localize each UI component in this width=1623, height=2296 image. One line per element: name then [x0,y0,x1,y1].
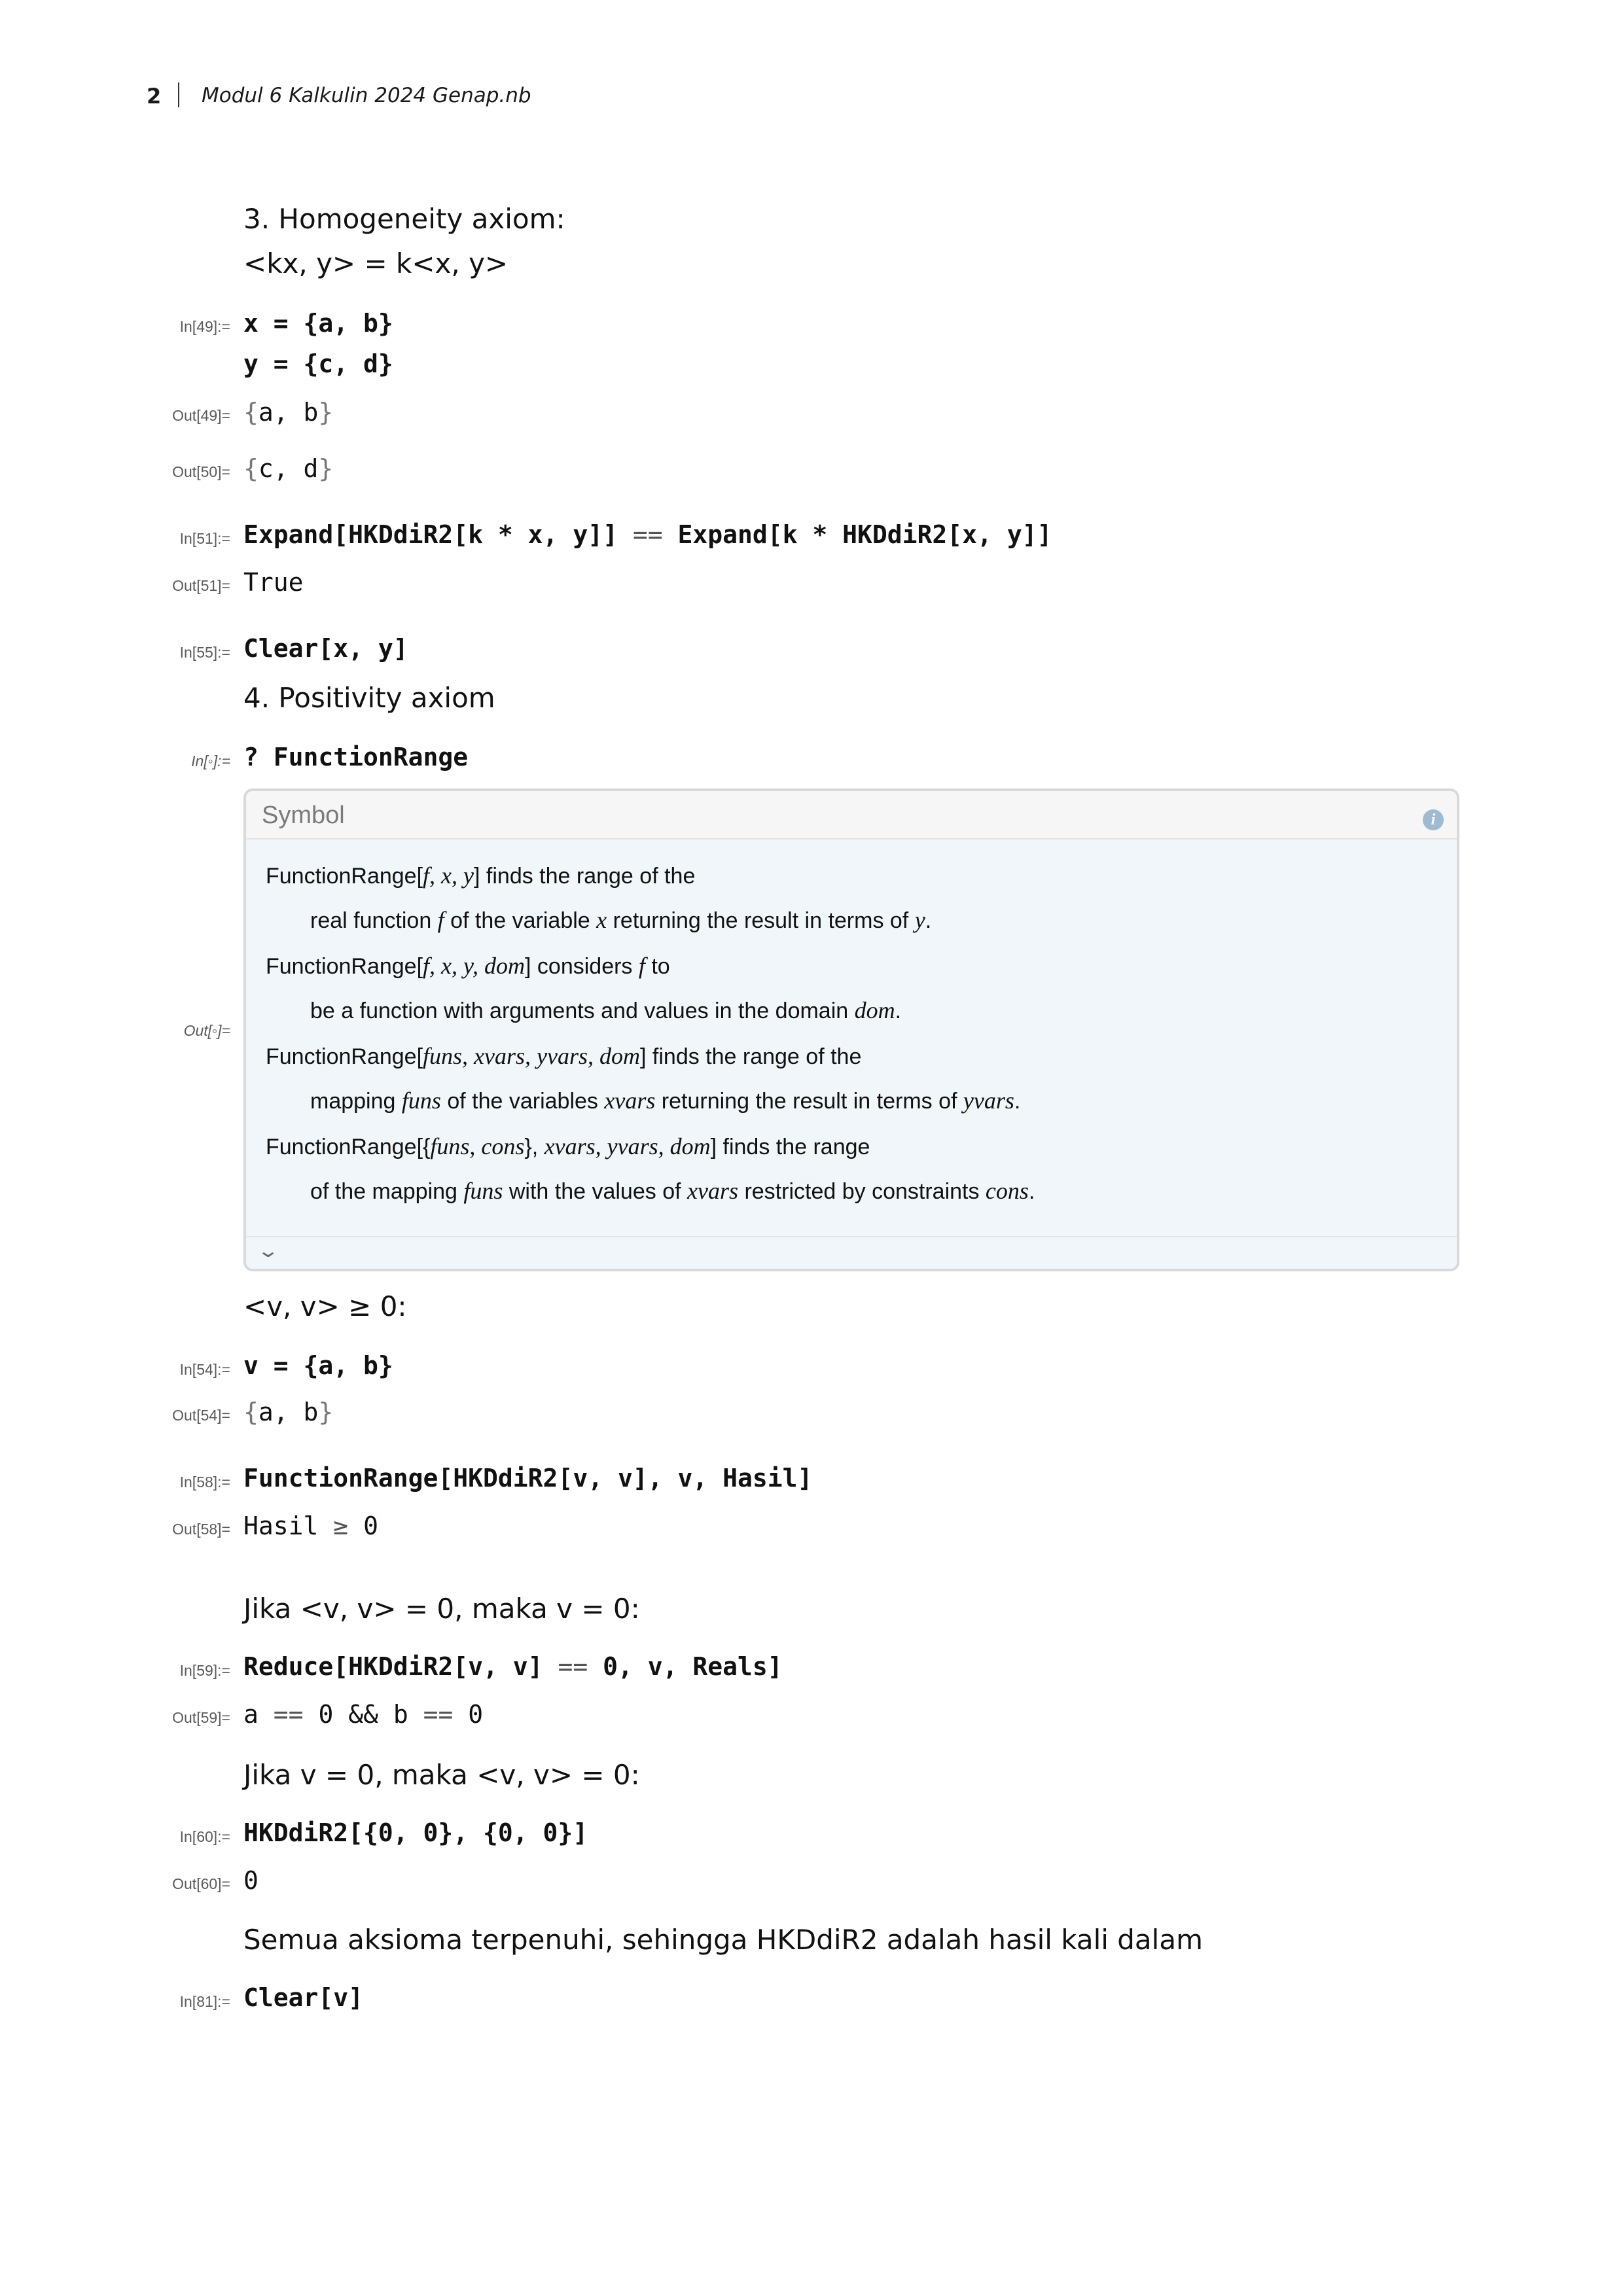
output-cell: 0 [243,1866,259,1895]
output-value: c, d [258,454,319,483]
output-label: Out[54]= [172,1407,230,1424]
output-cell: True [243,568,304,597]
symbol-info-panel [243,788,1459,1271]
section-text-homogeneity: 3. Homogeneity axiom: [243,203,565,235]
output-cell: {c, d} [243,454,334,483]
output-cell: {a, b} [243,1398,334,1426]
usage-line: FunctionRange[f, x, y, dom] considers f to [266,953,670,979]
input-cell[interactable]: FunctionRange[HKDdiR2[v, v], v, Hasil] [243,1464,813,1492]
output-cell: a == 0 && b == 0 [243,1700,484,1729]
usage-line: of the mapping funs with the values of xvars restricted by constraints cons. [310,1178,1035,1204]
input-label: In[59]:= [179,1662,230,1679]
input-cell[interactable]: HKDdiR2[{0, 0}, {0, 0}] [243,1818,588,1847]
code-expr: Expand[HKDdiR2[k * x, y]] [243,520,618,549]
input-label: In[54]:= [179,1361,230,1378]
input-cell[interactable]: v = {a, b} [243,1351,393,1380]
conclusion-text: Semua aksioma terpenuhi, sehingga HKDdiR2 adalah hasil kali dalam [243,1924,1203,1956]
input-label: In[◦]:= [191,752,230,769]
usage-line: real function f of the variable x returning the result in terms of y. [310,907,932,933]
panel-header [246,791,1457,839]
usage-line: FunctionRange[{funs, cons}, xvars, yvars, dom] finds the range [266,1133,870,1159]
info-icon[interactable]: i [1423,809,1444,830]
input-cell-line[interactable]: y = {c, d} [243,349,393,378]
output-label: Out[◦]= [183,1022,230,1039]
input-label: In[81]:= [179,1993,230,2010]
input-cell[interactable]: Clear[v] [243,1983,364,2012]
panel-footer [246,1236,1457,1269]
output-label: Out[58]= [172,1521,230,1538]
usage-line: mapping funs of the variables xvars returning the result in terms of yvars. [310,1087,1021,1114]
notebook-title: Modul 6 Kalkulin 2024 Genap.nb [202,84,531,107]
equal-operator: == [632,520,663,549]
output-label: Out[60]= [172,1875,230,1892]
input-cell-line[interactable]: x = {a, b} [243,309,393,338]
input-cell[interactable]: Reduce[HKDdiR2[v, v] == 0, v, Reals] [243,1652,783,1681]
input-cell[interactable]: Clear[x, y] [243,634,408,663]
panel-title: Symbol [262,802,345,829]
usage-line: FunctionRange[f, x, y] finds the range of the [266,862,696,889]
output-value: a, b [258,1398,319,1426]
input-cell[interactable]: ? FunctionRange [243,743,469,771]
output-label: Out[51]= [172,577,230,594]
chevron-down-icon[interactable]: ⌄ [257,1240,280,1262]
page-number: 2 [147,84,162,109]
formula-positivity: <v, v> ≥ 0: [243,1290,407,1322]
usage-line: FunctionRange[funs, xvars, yvars, dom] finds the range of the [266,1043,862,1069]
input-cell[interactable] [243,520,1052,549]
header-divider [178,82,179,107]
text-condition-1: Jika <v, v> = 0, maka v = 0: [243,1593,640,1625]
output-label: Out[59]= [172,1709,230,1726]
input-label: In[55]:= [179,644,230,661]
input-label: In[58]:= [179,1474,230,1491]
output-value: a, b [258,398,319,427]
input-label: In[49]:= [179,318,230,335]
output-label: Out[49]= [172,407,230,424]
text-condition-2: Jika v = 0, maka <v, v> = 0: [243,1759,640,1791]
usage-line: be a function with arguments and values in the domain dom. [310,997,902,1023]
output-cell: {a, b} [243,398,334,427]
formula-homogeneity: <kx, y> = k<x, y> [243,247,508,279]
code-expr: Expand[k * HKDdiR2[x, y]] [677,520,1052,549]
input-label: In[60]:= [179,1828,230,1845]
output-label: Out[50]= [172,463,230,480]
input-label: In[51]:= [179,530,230,547]
section-text-positivity: 4. Positivity axiom [243,682,495,714]
output-cell: Hasil ≥ 0 [243,1511,378,1540]
